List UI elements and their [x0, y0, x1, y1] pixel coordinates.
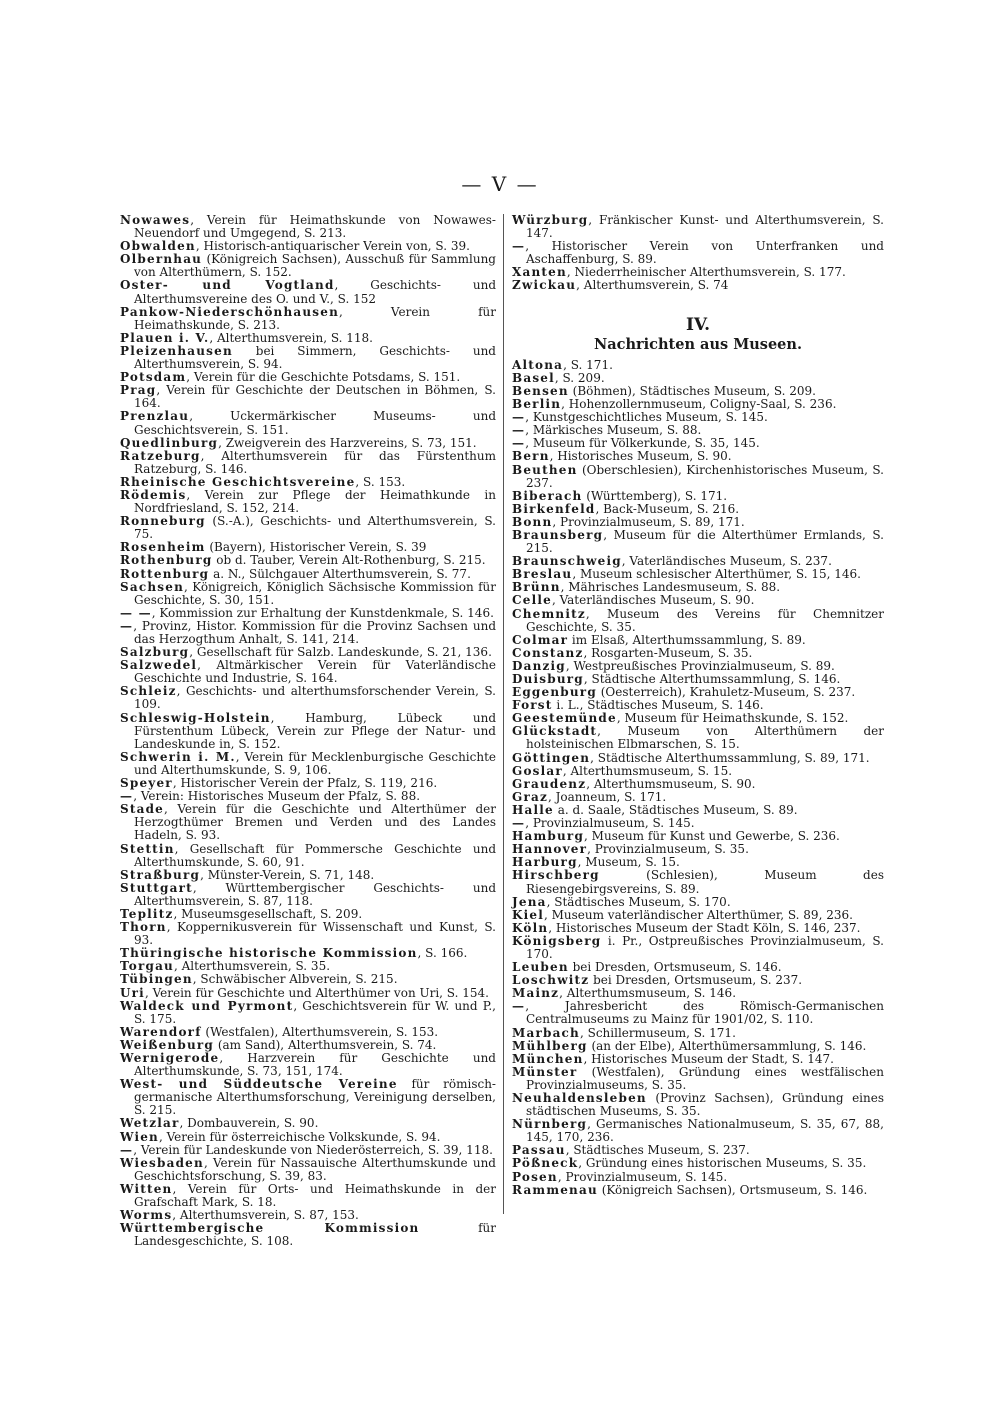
entry-heading: Harburg — [512, 855, 578, 870]
entry-text: , Verein für Geschichte und Alterthümer von Uri, S. 154. — [144, 985, 489, 1000]
entry-heading: Wien — [120, 1129, 159, 1144]
entry-text: , Märkisches Museum, S. 88. — [525, 423, 702, 438]
entry-text: , Gesellschaft für Pommersche Geschichte und Alterthumskunde, S. 60, 91. — [134, 841, 496, 869]
entry-text: , Museum für Völkerkunde, S. 35, 145. — [525, 436, 760, 451]
right-column — [512, 214, 884, 1197]
entry-heading: Loschwitz — [512, 973, 590, 988]
entry-heading: Xanten — [512, 265, 567, 280]
entry-heading: Hannover — [512, 842, 588, 857]
entry-text: , Zweigverein des Harzvereins, S. 73, 151. — [218, 435, 477, 450]
entry-heading: Graz — [512, 789, 548, 804]
index-entry — [512, 869, 884, 895]
entry-heading: Ratzeburg — [120, 448, 201, 463]
index-entry — [512, 240, 884, 266]
entry-heading: Brünn — [512, 580, 561, 595]
entry-text: (S.-A.), Geschichts- und Alterthumsverein, S. 75. — [134, 514, 496, 542]
entry-heading: Passau — [512, 1143, 566, 1158]
entry-heading: Altona — [512, 357, 564, 372]
entry-heading: West- und Süddeutsche Vereine — [120, 1077, 398, 1092]
index-entry — [120, 489, 496, 515]
entry-text: , Harzverein für Geschichte und Alterthumskunde, S. 73, 151, 174. — [134, 1051, 496, 1079]
left-column — [120, 214, 496, 1248]
entry-heading: Olbernhau — [120, 252, 203, 267]
entry-text: , S. 209. — [554, 370, 605, 385]
entry-text: , Historisches Museum, S. 90. — [549, 449, 732, 464]
index-entry — [120, 306, 496, 332]
entry-heading: Jena — [512, 894, 547, 909]
entry-heading: Uri — [120, 985, 145, 1000]
index-entry — [120, 384, 496, 410]
entry-heading: Oster- und Vogtland — [120, 278, 335, 293]
entry-text: ob d. Tauber, Verein Alt-Rothenburg, S. 215. — [212, 553, 486, 568]
index-entry — [512, 725, 884, 751]
entry-text: , Historisches Museum der Stadt, S. 147. — [583, 1051, 834, 1066]
entry-text: , Uckermärkischer Museums- und Geschichtsverein, S. 151. — [134, 409, 496, 437]
entry-text: , Museum vaterländischer Alterthümer, S. 89, 236. — [543, 907, 853, 922]
entry-text: , Königreich, Königlich Sächsische Kommission für Geschichte, S. 30, 151. — [134, 579, 496, 607]
entry-heading: Obwalden — [120, 239, 196, 254]
entry-heading: Duisburg — [512, 672, 584, 686]
entry-text: (Königreich Sachsen), Ortsmuseum, S. 146. — [597, 1182, 868, 1197]
entry-heading: Prag — [120, 383, 157, 398]
entry-heading: — — [512, 999, 526, 1014]
entry-text: (Oberschlesien), Kirchenhistorisches Museum, S. 237. — [526, 462, 884, 490]
entry-text: bei Simmern, Geschichts- und Alterthumsverein, S. 94. — [134, 343, 496, 372]
index-entry — [512, 1000, 884, 1026]
entry-text: , Fränkischer Kunst- und Alterthumsverein, S. 147. — [526, 213, 884, 241]
entry-text: , Städtische Alterthumssammlung, S. 146. — [583, 672, 841, 686]
entry-text: , Gesellschaft für Salzb. Landeskunde, S. 21, 136. — [189, 645, 492, 660]
entry-heading: Basel — [512, 370, 555, 385]
entry-heading: Worms — [120, 1208, 173, 1223]
entry-text: , Provinz, Histor. Kommission für die Provinz Sachsen und das Herzogthum Anhalt, S. 141, 214. — [133, 618, 496, 646]
entry-heading: Stettin — [120, 841, 175, 856]
entry-heading: Straßburg — [120, 867, 201, 882]
entry-text: , Hamburg, Lübeck und Fürstenthum Lübeck, Verein zur Pflege der Natur- und Landeskunde in, S. 152. — [134, 710, 496, 751]
entry-text: , Provinzialmuseum, S. 35. — [587, 842, 749, 857]
entry-text: , Alterthumsmuseum, S. 146. — [559, 986, 737, 1001]
entry-text: , Münster-Verein, S. 71, 148. — [200, 867, 375, 882]
entry-text: , Verein für Mecklenburgische Geschichte und Alterthumskunde, S. 9, 106. — [134, 749, 497, 777]
entry-heading: Stuttgart — [120, 880, 193, 895]
index-entry — [120, 345, 496, 371]
entry-text: , Städtisches Museum, S. 170. — [546, 894, 731, 909]
entry-heading: Biberach — [512, 488, 583, 503]
entry-text: (Oesterreich), Krahuletz-Museum, S. 237. — [596, 685, 856, 700]
entry-heading: — — — [120, 605, 152, 620]
entry-text: , Historisch-antiquarischer Verein von, S. 39. — [195, 239, 470, 254]
entry-text: , Verein für die Geschichte Potsdams, S. 151. — [186, 370, 461, 385]
entry-heading: Glückstadt — [512, 724, 598, 739]
entry-heading: Weißenburg — [120, 1037, 214, 1052]
entry-text: a. N., Sülchgauer Alterthumsverein, S. 77. — [209, 566, 471, 581]
entry-text: , Verein für Orts- und Heimathskunde in der Grafschaft Mark, S. 18. — [134, 1181, 496, 1210]
entry-text: , Hohenzollernmuseum, Coligny-Saal, S. 236. — [561, 397, 837, 412]
entry-heading: Würzburg — [512, 213, 589, 227]
entry-heading: Thüringische historische Kommission — [120, 946, 418, 961]
entry-heading: Köln — [512, 920, 549, 935]
entry-text: , Museumsgesellschaft, S. 209. — [173, 906, 363, 921]
entry-text: , Back-Museum, S. 216. — [595, 501, 740, 516]
entry-heading: — — [512, 410, 526, 425]
entry-text: , Jahresbericht des Römisch-Germanischen Centralmuseums zu Mainz für 1901/02, S. 110. — [525, 999, 884, 1027]
index-entry — [120, 1052, 496, 1078]
entry-heading: Halle — [512, 802, 554, 817]
entry-text: , Museum von Alterthümern der holsteinischen Elbmarschen, S. 15. — [526, 724, 884, 752]
index-entry — [120, 214, 496, 240]
entry-text: für römisch-germanische Alterthumsforschung, Vereinigung derselben, S. 215. — [134, 1077, 496, 1118]
entry-text: , Alterthumsverein für das Fürstenthum Ratzeburg, S. 146. — [134, 448, 496, 476]
entry-heading: Celle — [512, 593, 552, 608]
entry-heading: Pößneck — [512, 1156, 579, 1171]
entry-text: (Provinz Sachsen), Gründung eines städtischen Museums, S. 35. — [526, 1091, 884, 1119]
entry-heading: Braunsberg — [512, 527, 604, 542]
entry-heading: — — [512, 239, 526, 254]
entry-heading: Königsberg — [512, 933, 602, 948]
entry-heading: Nürnberg — [512, 1117, 588, 1132]
index-entry — [120, 803, 496, 842]
entry-heading: Geestemünde — [512, 711, 617, 726]
entry-heading: Münster — [512, 1064, 578, 1079]
entry-heading: Kiel — [512, 907, 544, 922]
entry-heading: Schleswig-Holstein — [120, 710, 271, 725]
entry-text: , Altmärkischer Verein für Vaterländische Geschichte und Industrie, S. 164. — [134, 658, 496, 686]
entry-text: (Westfalen), Gründung eines westfälischen Provinzialmuseums, S. 35. — [526, 1064, 884, 1092]
index-entry — [512, 1092, 884, 1118]
index-entry — [120, 751, 496, 777]
entry-heading: Waldeck und Pyrmont — [120, 998, 294, 1013]
entry-heading: Göttingen — [512, 750, 591, 765]
index-entry — [120, 1222, 496, 1248]
entry-heading: Rosenheim — [120, 540, 206, 555]
entry-text: , Germanisches Nationalmuseum, S. 35, 67, 88, 145, 170, 236. — [526, 1117, 884, 1145]
entry-heading: Potsdam — [120, 370, 187, 385]
entry-heading: Rottenburg — [120, 566, 210, 581]
entry-text: i. Pr., Ostpreußisches Provinzialmuseum, S. 170. — [526, 933, 884, 961]
entry-text: , Schwäbischer Albverein, S. 215. — [192, 972, 398, 987]
entry-text: , Kunstgeschichtliches Museum, S. 145. — [525, 410, 768, 425]
index-entry — [120, 279, 496, 305]
entry-text: (Böhmen), Städtisches Museum, S. 209. — [568, 383, 816, 398]
entry-text: (Württemberg), S. 171. — [582, 488, 728, 503]
entry-heading: Neuhaldensleben — [512, 1091, 647, 1105]
entry-heading: Zwickau — [512, 278, 577, 293]
entry-text: , Provinzialmuseum, S. 89, 171. — [552, 514, 745, 529]
entry-heading: Rothenburg — [120, 553, 213, 568]
index-entry — [120, 1078, 496, 1117]
entry-text: (Bayern), Historischer Verein, S. 39 — [205, 540, 427, 555]
entry-heading: Beuthen — [512, 462, 578, 477]
entry-text: , Städtische Alterthumssammlung, S. 89, 171. — [590, 750, 870, 765]
entry-text: , Museum schlesischer Alterthümer, S. 15, 146. — [572, 567, 861, 582]
entry-text: , Schillermuseum, S. 171. — [579, 1025, 736, 1040]
entry-text: , Geschichts- und alterthumsforschender Verein, S. 109. — [134, 684, 496, 712]
entry-heading: Marbach — [512, 1025, 580, 1040]
entry-text: , Museum, S. 15. — [577, 855, 680, 870]
entry-heading: Bern — [512, 449, 550, 464]
entry-text: , Vaterländisches Museum, S. 237. — [621, 554, 832, 569]
entry-heading: Sachsen — [120, 579, 184, 594]
entry-text: , Rosgarten-Museum, S. 35. — [583, 645, 753, 660]
entry-heading: Wiesbaden — [120, 1155, 204, 1170]
entry-text: , Verein für Landeskunde von Niederösterreich, S. 39, 118. — [133, 1142, 493, 1157]
entry-heading: Torgau — [120, 959, 174, 974]
entry-text: , S. 171. — [563, 357, 613, 372]
index-entry — [120, 1000, 496, 1026]
entry-text: , Museum für Kunst und Gewerbe, S. 236. — [584, 829, 840, 844]
entry-heading: Prenzlau — [120, 409, 190, 424]
entry-text: , Verein für Heimathskunde von Nowawes-Neuendorf und Umgegend, S. 213. — [134, 213, 496, 241]
entry-heading: Berlin — [512, 397, 562, 412]
entry-heading: Breslau — [512, 567, 573, 582]
entry-text: , Historischer Verein der Pfalz, S. 119, 216. — [172, 776, 438, 791]
entry-text: , Verein für die Geschichte und Alterthümer der Herzogthümer Bremen und Verden und des Landes Hadeln, S. 93. — [134, 802, 496, 843]
entry-text: , Dombauverein, S. 90. — [179, 1116, 319, 1131]
entry-heading: Graudenz — [512, 776, 587, 791]
entry-heading: Pankow-Niederschönhausen — [120, 304, 339, 319]
entry-heading: Speyer — [120, 776, 173, 791]
entry-text: , Joanneum, S. 171. — [547, 789, 667, 804]
entry-text: , Museum für Heimathskunde, S. 152. — [616, 711, 849, 726]
entry-text: , Verein für Heimathskunde, S. 213. — [134, 304, 496, 332]
entry-text: a. d. Saale, Städtisches Museum, S. 89. — [553, 802, 798, 817]
entry-text: , Gründung eines historischen Museums, S. 35. — [578, 1156, 867, 1171]
index-entry — [120, 515, 496, 541]
entry-text: , Alterthumsverein, S. 35. — [173, 959, 331, 974]
entry-heading: Rheinische Geschichtsvereine — [120, 474, 356, 489]
entry-heading: Hamburg — [512, 829, 585, 844]
entry-heading: Hirschberg — [512, 868, 600, 883]
entry-heading: Mühlberg — [512, 1038, 588, 1053]
entry-text: , Museum des Vereins für Chemnitzer Geschichte, S. 35. — [526, 606, 884, 634]
entry-text: , S. 166. — [417, 946, 468, 961]
entry-heading: Danzig — [512, 658, 566, 673]
entry-text: , Alterthumsverein, S. 118. — [209, 330, 373, 345]
right-column-bottom-entries — [512, 359, 884, 1197]
entry-text: , Provinzialmuseum, S. 145. — [525, 816, 695, 831]
entry-text: im Elsaß, Alterthumssammlung, S. 89. — [568, 632, 806, 647]
entry-text: , Verein für österreichische Volkskunde, S. 94. — [158, 1129, 441, 1144]
index-entry — [120, 581, 496, 607]
page-number: — V — — [461, 172, 539, 196]
entry-heading: Goslar — [512, 763, 563, 778]
entry-text: , Verein für Nassauische Alterthumskunde und Geschichtsforschung, S. 39, 83. — [134, 1155, 496, 1183]
entry-heading: Constanz — [512, 645, 584, 660]
entry-heading: München — [512, 1051, 584, 1066]
entry-text: , S. 153. — [355, 474, 406, 489]
index-entry — [120, 1183, 496, 1209]
entry-heading: Warendorf — [120, 1024, 202, 1039]
index-entry — [120, 882, 496, 908]
section-number: IV. — [685, 314, 711, 335]
index-entry — [512, 464, 884, 490]
entry-text: bei Dresden, Ortsmuseum, S. 237. — [589, 973, 803, 988]
entry-heading: — — [512, 816, 526, 831]
index-entry — [120, 410, 496, 436]
entry-text: (Königreich Sachsen), Ausschuß für Sammlung von Alterthümern, S. 152. — [134, 252, 496, 280]
entry-heading: Teplitz — [120, 906, 174, 921]
entry-heading: Ronneburg — [120, 514, 206, 529]
entry-text: (an der Elbe), Alterthümersammlung, S. 146. — [587, 1038, 867, 1053]
entry-heading: Thorn — [120, 920, 167, 935]
entry-heading: Salzwedel — [120, 658, 198, 673]
entry-heading: Tübingen — [120, 972, 193, 987]
index-entry — [120, 620, 496, 646]
index-entry — [512, 279, 884, 292]
entry-heading: — — [512, 423, 526, 438]
index-entry — [512, 1066, 884, 1092]
entry-text: , Verein: Historisches Museum der Pfalz, S. 88. — [133, 789, 421, 804]
entry-text: , Niederrheinischer Alterthumsverein, S. 177. — [566, 265, 846, 280]
index-entry — [120, 253, 496, 279]
entry-text: , Alterthumsverein, S. 87, 153. — [172, 1208, 359, 1223]
entry-heading: — — [120, 1142, 134, 1157]
entry-text: , Historischer Verein von Unterfranken und Aschaffenburg, S. 89. — [525, 239, 884, 267]
index-entry — [120, 685, 496, 711]
entry-text: , Mährisches Landesmuseum, S. 88. — [560, 580, 781, 595]
entry-text: , Provinzialmuseum, S. 145. — [557, 1169, 728, 1184]
index-entry — [512, 608, 884, 634]
entry-heading: Nowawes — [120, 213, 191, 227]
entry-heading: Bonn — [512, 514, 553, 529]
entry-heading: Chemnitz — [512, 606, 586, 621]
section-title: Nachrichten aus Museen. — [594, 335, 802, 353]
entry-heading: Wernigerode — [120, 1051, 220, 1065]
entry-heading: — — [120, 618, 134, 633]
entry-text: (Schlesien), Museum des Riesengebirgsvereins, S. 89. — [526, 868, 884, 896]
entry-heading: Schleiz — [120, 684, 177, 699]
entry-heading: Rödemis — [120, 487, 187, 502]
entry-heading: — — [120, 789, 134, 804]
entry-heading: Braunschweig — [512, 554, 622, 569]
entry-text: , Vaterländisches Museum, S. 90. — [551, 593, 755, 608]
entry-heading: Rammenau — [512, 1182, 598, 1197]
entry-text: , Verein für Geschichte der Deutschen in Böhmen, S. 164. — [134, 383, 496, 411]
entry-text: , Alterthumsmuseum, S. 90. — [586, 776, 756, 791]
index-entry — [120, 450, 496, 476]
entry-heading: Stade — [120, 802, 165, 817]
entry-text: (am Sand), Alterthumsverein, S. 74. — [214, 1037, 437, 1052]
entry-text: für Landesgeschichte, S. 108. — [134, 1221, 496, 1249]
entry-heading: Württembergische Kommission — [120, 1221, 420, 1236]
entry-heading: Eggenburg — [512, 685, 597, 700]
entry-text: , Alterthumsverein, S. 74 — [576, 278, 729, 293]
index-entry — [120, 843, 496, 869]
index-entry — [120, 921, 496, 947]
index-entry — [512, 935, 884, 961]
entry-text: , Westpreußisches Provinzialmuseum, S. 89. — [565, 658, 835, 673]
entry-heading: Schwerin i. M. — [120, 749, 236, 764]
entry-text: , Geschichtsverein für W. und P., S. 175. — [134, 998, 496, 1026]
entry-heading: Bensen — [512, 383, 569, 398]
entry-heading: Colmar — [512, 632, 569, 647]
entry-heading: Leuben — [512, 960, 569, 975]
index-entry — [512, 1184, 884, 1197]
entry-text: , Museum für die Alterthümer Ermlands, S. 215. — [526, 527, 884, 556]
index-entry — [512, 529, 884, 555]
index-entry — [512, 214, 884, 240]
entry-text: , Historisches Museum der Stadt Köln, S. 146, 237. — [548, 920, 861, 935]
entry-text: (Westfalen), Alterthumsverein, S. 153. — [201, 1024, 439, 1039]
entry-heading: — — [512, 436, 526, 451]
entry-text: , Württembergischer Geschichts- und Alterthumsverein, S. 87, 118. — [134, 880, 496, 908]
entry-heading: Mainz — [512, 986, 560, 1001]
entry-text: , Koppernikusverein für Wissenschaft und Kunst, S. 93. — [134, 920, 496, 948]
entry-heading: Plauen i. V. — [120, 330, 210, 345]
index-entry — [120, 1157, 496, 1183]
index-entry — [120, 659, 496, 685]
entry-heading: Salzburg — [120, 645, 190, 660]
index-entry — [120, 712, 496, 751]
entry-text: , Kommission zur Erhaltung der Kunstdenkmale, S. 146. — [151, 605, 494, 620]
entry-heading: Quedlinburg — [120, 435, 219, 450]
entry-heading: Forst — [512, 698, 553, 713]
entry-text: , Alterthumsmuseum, S. 15. — [562, 763, 733, 778]
column-divider — [503, 214, 504, 1214]
entry-heading: Wetzlar — [120, 1116, 180, 1131]
entry-text: , Städtisches Museum, S. 237. — [565, 1143, 750, 1158]
entry-heading: Birkenfeld — [512, 501, 596, 516]
index-entry — [512, 1118, 884, 1144]
right-column-top-entries — [512, 214, 884, 293]
entry-text: , Geschichts- und Alterthumsvereine des O. und V., S. 152 — [134, 278, 497, 306]
entry-heading: Pleizenhausen — [120, 343, 233, 358]
entry-text: , Verein zur Pflege der Heimathkunde in Nordfriesland, S. 152, 214. — [134, 487, 496, 516]
entry-heading: Posen — [512, 1169, 558, 1184]
entry-heading: Witten — [120, 1181, 173, 1196]
entry-text: bei Dresden, Ortsmuseum, S. 146. — [568, 960, 782, 975]
entry-text: i. L., Städtisches Museum, S. 146. — [552, 698, 764, 713]
